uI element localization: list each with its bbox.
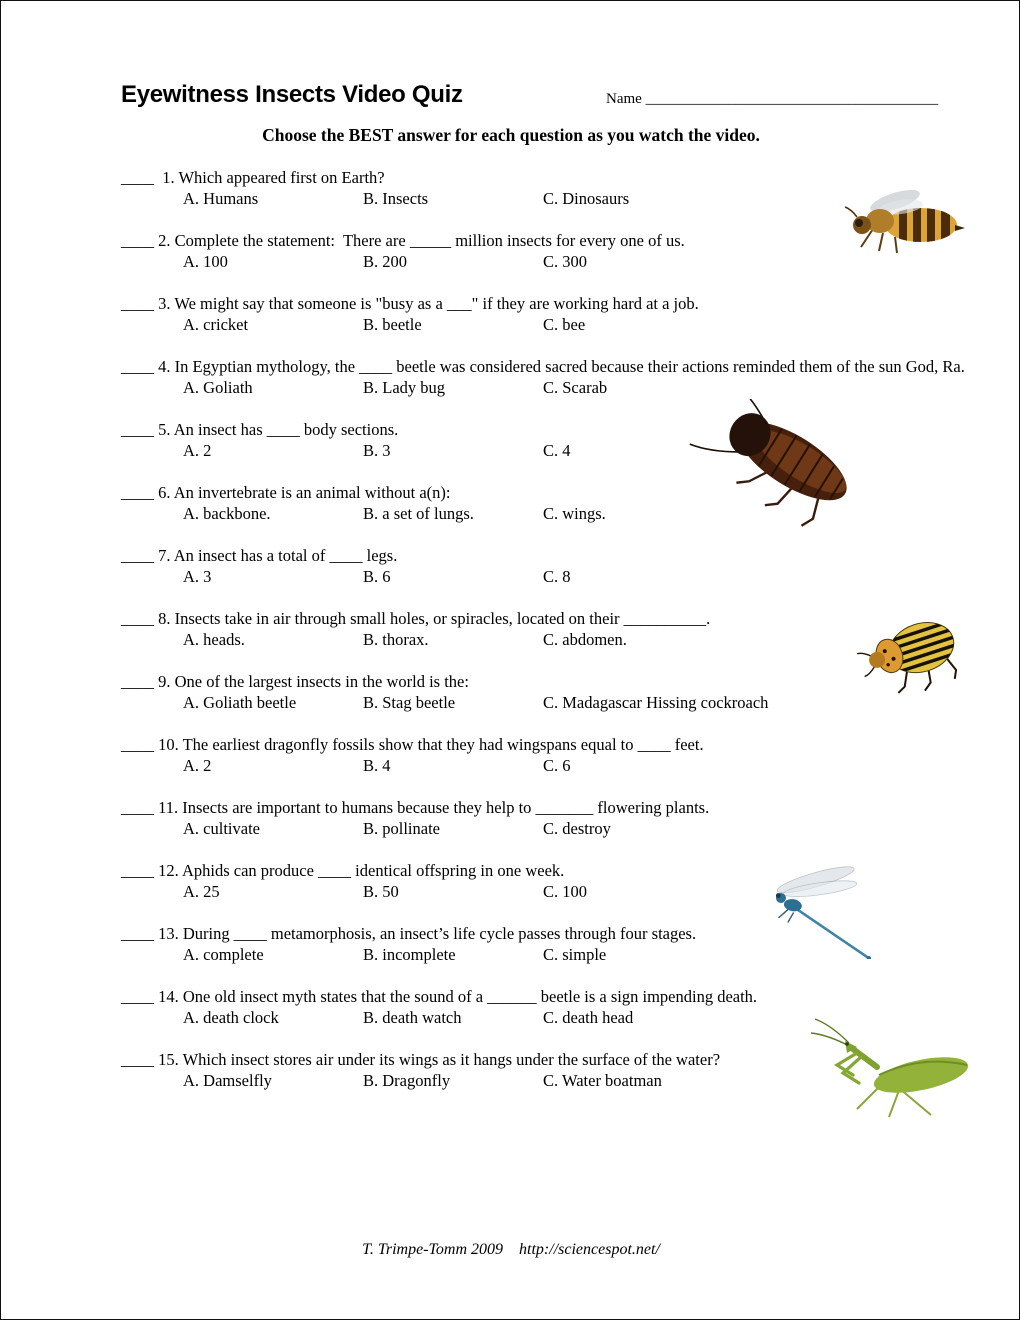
question-text: ____ 1. Which appeared first on Earth? bbox=[121, 168, 385, 187]
option-c: C. 300 bbox=[543, 252, 588, 271]
option-a: A. cultivate bbox=[183, 819, 260, 838]
option-c: C. 6 bbox=[543, 756, 571, 775]
option-a: A. Goliath bbox=[183, 378, 253, 397]
name-blank: _______________________________________ bbox=[645, 91, 939, 107]
option-c: C. 8 bbox=[543, 567, 571, 586]
option-c: C. abdomen. bbox=[543, 630, 627, 649]
options-row bbox=[121, 755, 966, 776]
option-a: A. 100 bbox=[183, 252, 228, 271]
option-a: A. backbone. bbox=[183, 504, 271, 523]
mantis-image bbox=[801, 1003, 981, 1121]
damselfly-image bbox=[749, 851, 889, 959]
option-c: C. bee bbox=[543, 315, 586, 334]
option-b: B. pollinate bbox=[363, 819, 440, 838]
option-b: B. 50 bbox=[363, 882, 399, 901]
options-row bbox=[121, 629, 966, 650]
question-text: ____ 13. During ____ metamorphosis, an insect’s life cycle passes through four stages. bbox=[121, 924, 697, 943]
options-row bbox=[121, 818, 966, 839]
option-b: B. beetle bbox=[363, 315, 422, 334]
question-text: ____ 2. Complete the statement: There are _____ million insects for every one of us. bbox=[121, 231, 685, 250]
question-text: ____ 10. The earliest dragonfly fossils show that they had wingspans equal to ____ feet. bbox=[121, 735, 704, 754]
option-b: B. Dragonfly bbox=[363, 1071, 451, 1090]
option-b: B. 6 bbox=[363, 567, 391, 586]
option-a: A. Damselfly bbox=[183, 1071, 272, 1090]
option-b: B. Insects bbox=[363, 189, 429, 208]
question-text: ____ 3. We might say that someone is "busy as a ___" if they are working hard at a job. bbox=[121, 294, 699, 313]
page-title: Eyewitness Insects Video Quiz bbox=[121, 81, 463, 108]
question-list bbox=[121, 167, 966, 1112]
name-label: Name bbox=[606, 91, 642, 107]
cockroach-image bbox=[689, 399, 894, 527]
option-b: B. thorax. bbox=[363, 630, 429, 649]
question-text: ____ 15. Which insect stores air under its wings as it hangs under the surface of the water? bbox=[121, 1050, 721, 1069]
question-3 bbox=[121, 293, 966, 335]
option-a: A. death clock bbox=[183, 1008, 279, 1027]
question-10 bbox=[121, 734, 966, 776]
option-c: C. Dinosaurs bbox=[543, 189, 630, 208]
option-c: C. Water boatman bbox=[543, 1071, 662, 1090]
option-a: A. complete bbox=[183, 945, 264, 964]
option-a: A. heads. bbox=[183, 630, 245, 649]
option-a: A. Goliath beetle bbox=[183, 693, 297, 712]
options-row bbox=[121, 377, 966, 398]
option-c: C. Madagascar Hissing cockroach bbox=[543, 693, 769, 712]
options-row bbox=[121, 314, 966, 335]
question-4 bbox=[121, 356, 966, 398]
question-text: ____ 4. In Egyptian mythology, the ____ beetle was considered sacred because their actions reminded them of the sun God, Ra. bbox=[121, 357, 965, 376]
option-b: B. death watch bbox=[363, 1008, 462, 1027]
beetle-image bbox=[856, 601, 971, 696]
instructions: Choose the BEST answer for each question as you watch the video. bbox=[262, 125, 760, 145]
question-text: ____ 9. One of the largest insects in the world is the: bbox=[121, 672, 469, 691]
question-11 bbox=[121, 797, 966, 839]
option-c: C. simple bbox=[543, 945, 607, 964]
option-b: B. a set of lungs. bbox=[363, 504, 474, 523]
question-text: ____ 14. One old insect myth states that the sound of a ______ beetle is a sign impending death. bbox=[121, 987, 758, 1006]
option-c: C. 4 bbox=[543, 441, 571, 460]
question-8 bbox=[121, 608, 966, 650]
option-b: B. Lady bug bbox=[363, 378, 446, 397]
name-line bbox=[606, 91, 938, 108]
option-a: A. Humans bbox=[183, 189, 259, 208]
option-c: C. Scarab bbox=[543, 378, 608, 397]
option-a: A. 2 bbox=[183, 441, 212, 460]
option-c: C. 100 bbox=[543, 882, 588, 901]
question-9 bbox=[121, 671, 966, 713]
option-c: C. wings. bbox=[543, 504, 606, 523]
question-text: ____ 6. An invertebrate is an animal without a(n): bbox=[121, 483, 451, 502]
question-text: ____ 7. An insect has a total of ____ legs. bbox=[121, 546, 398, 565]
question-text: ____ 5. An insect has ____ body sections. bbox=[121, 420, 399, 439]
option-b: B. 3 bbox=[363, 441, 391, 460]
options-row bbox=[121, 566, 966, 587]
options-row bbox=[121, 692, 966, 713]
option-b: B. incomplete bbox=[363, 945, 456, 964]
question-text: ____ 12. Aphids can produce ____ identical offspring in one week. bbox=[121, 861, 565, 880]
bee-image bbox=[839, 181, 967, 259]
question-text: ____ 8. Insects take in air through small holes, or spiracles, located on their __________. bbox=[121, 609, 711, 628]
option-a: A. 2 bbox=[183, 756, 212, 775]
question-7 bbox=[121, 545, 966, 587]
option-a: A. 3 bbox=[183, 567, 212, 586]
question-text: ____ 11. Insects are important to humans because they help to _______ flowering plants. bbox=[121, 798, 710, 817]
option-b: B. 4 bbox=[363, 756, 391, 775]
option-c: C. death head bbox=[543, 1008, 634, 1027]
option-a: A. cricket bbox=[183, 315, 249, 334]
option-c: C. destroy bbox=[543, 819, 611, 838]
option-b: B. Stag beetle bbox=[363, 693, 456, 712]
footer-credit: T. Trimpe-Tomm 2009 http://sciencespot.net/ bbox=[362, 1241, 660, 1258]
option-a: A. 25 bbox=[183, 882, 220, 901]
option-b: B. 200 bbox=[363, 252, 408, 271]
